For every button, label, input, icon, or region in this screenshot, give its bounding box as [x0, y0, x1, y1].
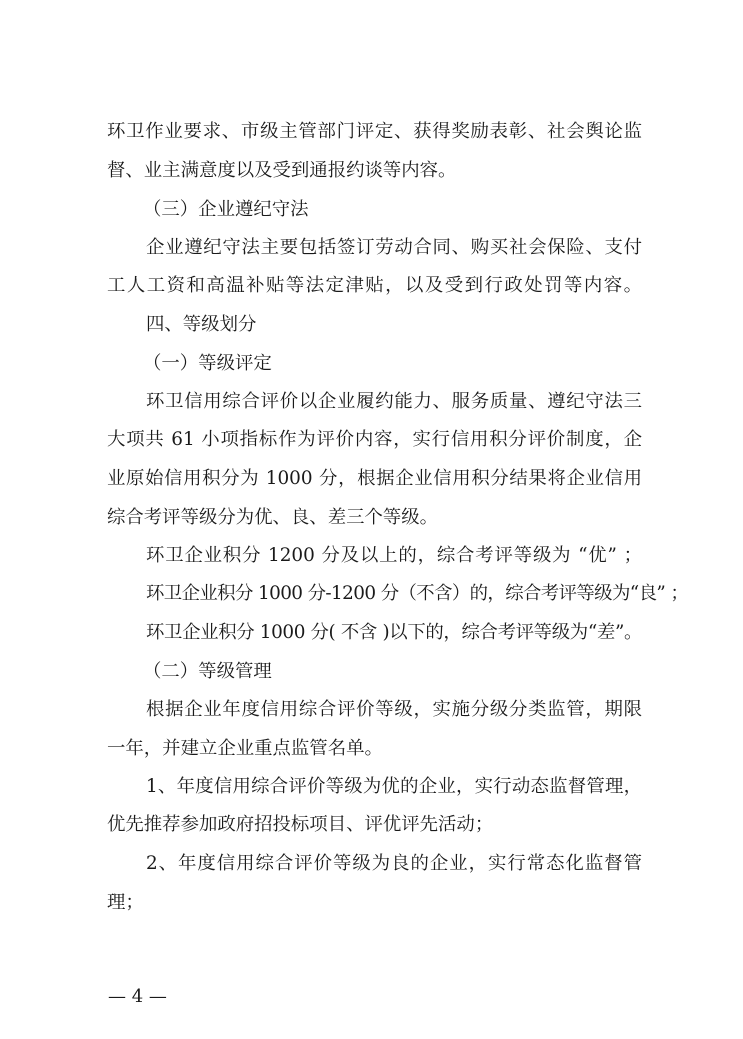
- subsection-heading-1: （一）等级评定: [143, 353, 272, 374]
- paragraph-line-9: 大项共 61 小项指标作为评价内容，实行信用积分评价制度，企: [107, 429, 642, 450]
- section-heading-4: 四、等级划分: [146, 314, 257, 335]
- list-item-1-line-2: 优先推荐参加政府招投标项目、评优评先活动；: [107, 814, 494, 835]
- section-heading-3: （三）企业遵纪守法: [143, 199, 309, 220]
- paragraph-line-8: 环卫信用综合评价以企业履约能力、服务质量、遵纪守法三: [146, 391, 642, 412]
- list-item-2-line-1: 2、年度信用综合评价等级为良的企业，实行常态化监督管: [146, 853, 642, 874]
- grade-poor-line: 环卫企业积分 1000 分( 不含 )以下的，综合考评等级为“差”。: [146, 622, 642, 643]
- paragraph-line-4: 企业遵纪守法主要包括签订劳动合同、购买社会保险、支付: [146, 237, 642, 258]
- subsection-heading-2: （二）等级管理: [143, 661, 272, 682]
- paragraph-line-1: 环卫作业要求、市级主管部门评定、获得奖励表彰、社会舆论监: [107, 121, 642, 142]
- page-number: — 4 —: [108, 986, 167, 1007]
- paragraph-line-2: 督、业主满意度以及受到通报约谈等内容。: [107, 160, 457, 181]
- paragraph-line-17: 一年，并建立企业重点监管名单。: [107, 738, 383, 759]
- list-item-2-line-2: 理；: [107, 892, 144, 913]
- paragraph-line-11: 综合考评等级分为优、良、差三个等级。: [107, 507, 439, 528]
- grade-good-line: 环卫企业积分 1000 分-1200 分（不含）的，综合考评等级为“良” ；: [146, 583, 689, 604]
- paragraph-line-16: 根据企业年度信用综合评价等级，实施分级分类监管，期限: [146, 699, 642, 720]
- grade-excellent-line: 环卫企业积分 1200 分及以上的，综合考评等级为 “优” ；: [146, 545, 642, 566]
- paragraph-line-10: 业原始信用积分为 1000 分，根据企业信用积分结果将企业信用: [107, 468, 642, 489]
- list-item-1-line-1: 1、年度信用综合评价等级为优的企业，实行动态监督管理，: [146, 776, 642, 797]
- paragraph-line-5: 工人工资和高温补贴等法定津贴，以及受到行政处罚等内容。: [107, 275, 642, 296]
